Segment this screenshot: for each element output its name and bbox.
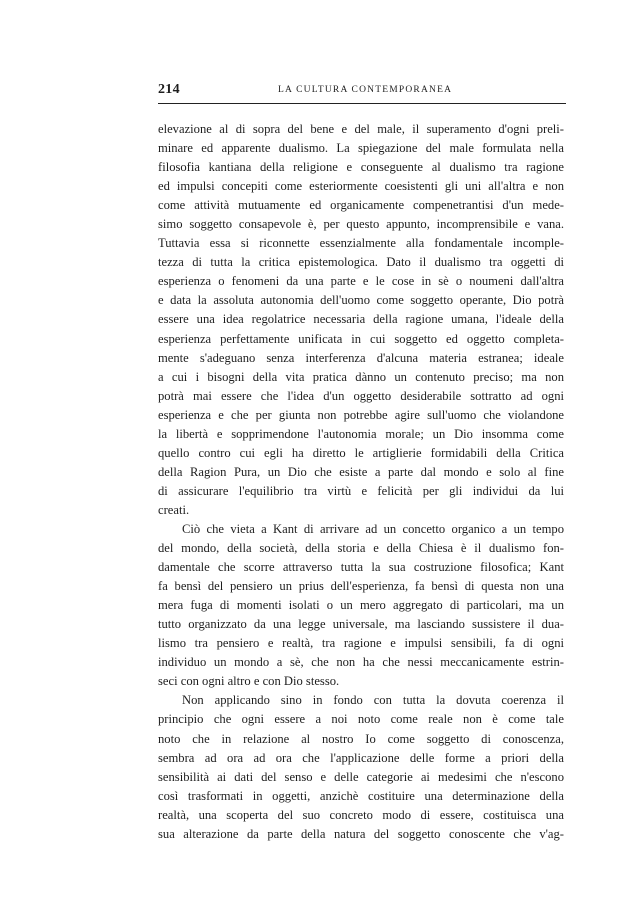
text-line: del mondo, della società, della storia e della Chiesa è il dualismo fon- xyxy=(158,541,564,556)
text-line: di assicurare l'equilibrio tra virtù e felicità per gli individui da lui xyxy=(158,483,564,498)
text-line: ed impulsi concepiti come esteriormente coesistenti gli uni all'altra e non xyxy=(158,179,564,194)
header-rule xyxy=(158,103,566,104)
text-line: della Ragion Pura, un Dio che esiste a parte dal mondo e solo al fine xyxy=(158,464,564,479)
text-line: potrà mai essere che l'idea d'un oggetto desiderabile sottratto ad ogni xyxy=(158,388,564,403)
text-line: esperienza e che per giunta non potrebbe agire sull'uomo che violandone xyxy=(158,407,564,422)
text-line: minare ed apparente dualismo. La spiegazione del male formulata nella xyxy=(158,141,564,156)
text-line: lismo tra pensiero e realtà, tra ragione e impulsi sensibili, fa di ogni xyxy=(158,636,564,651)
text-line: esperienza o fenomeni da una parte e le cose in sè o noumeni dall'altra xyxy=(158,274,564,289)
text-line: noto che in relazione al nostro Io come soggetto di conoscenza, xyxy=(158,731,564,746)
text-line: fa bensì del pensiero un prius dell'esperienza, fa bensì di questa non una xyxy=(158,579,564,594)
text-line: principio che ogni essere a noi noto come reale non è come tale xyxy=(158,712,564,727)
text-line: creati. xyxy=(158,502,190,517)
running-head: LA CULTURA CONTEMPORANEA xyxy=(278,85,453,95)
page-number: 214 xyxy=(158,82,180,97)
text-line: Ciò che vieta a Kant di arrivare ad un concetto organico a un tempo xyxy=(182,521,564,536)
text-line: sensibilità ai dati del senso e delle categorie ai medesimi che n'escono xyxy=(158,769,564,784)
text-line: mera fuga di momenti isolati o un mero aggregato di particolari, ma un xyxy=(158,598,564,613)
text-line: la libertà e sopprimendone l'autonomia morale; un Dio insomma come xyxy=(158,426,564,441)
text-line: seci con ogni altro e con Dio stesso. xyxy=(158,674,340,689)
text-line: tutto organizzato da una legge universale, ma lasciando sussistere il dua- xyxy=(158,617,564,632)
text-line: filosofia kantiana della religione e conseguente al dualismo tra ragione xyxy=(158,160,564,175)
text-line: così trasformati in oggetti, anzichè costituire una determinazione della xyxy=(158,788,564,803)
text-line: essere una idea regolatrice necessaria della ragione umana, l'ideale della xyxy=(158,312,564,327)
text-line: quello contro cui egli ha diretto le artiglierie formidabili della Critica xyxy=(158,445,564,460)
text-line: e data la assoluta autonomia dell'uomo come soggetto operante, Dio potrà xyxy=(158,293,564,308)
text-line: come attività mutuamente ed organicamente compenetrantisi d'un mede- xyxy=(158,198,564,213)
text-line: Tuttavia essa si riconnette essenzialmente alla fondamentale incomple- xyxy=(158,236,564,251)
text-line: simo soggetto consapevole è, per questo appunto, incomprensibile e vana. xyxy=(158,217,564,232)
text-line: damentale che scorre attraverso tutta la sua costruzione filosofica; Kant xyxy=(158,560,564,575)
text-line: individuo un mondo a sè, che non ha che nessi meccanicamente estrin- xyxy=(158,655,564,670)
text-line: sembra ad ora ad ora che l'applicazione delle forme a priori della xyxy=(158,750,564,765)
paragraph-3 xyxy=(158,691,564,843)
paragraph-2 xyxy=(158,520,564,691)
text-line: sua alterazione da parte della natura del soggetto conoscente che v'ag- xyxy=(158,826,564,841)
text-line: elevazione al di sopra del bene e del male, il superamento d'ogni preli- xyxy=(158,122,564,136)
text-line: tezza di tutta la critica epistemologica. Dato il dualismo tra oggetti di xyxy=(158,255,564,270)
text-line: mente s'adeguano senza interferenza d'alcuna materia estranea; ideale xyxy=(158,350,564,365)
text-line: Non applicando sino in fondo con tutta la dovuta coerenza il xyxy=(182,693,564,708)
text-line: a cui i bisogni della vita pratica dànno un contenuto preciso; ma non xyxy=(158,369,564,384)
page-header xyxy=(158,82,566,102)
text-line: esperienza perfettamente unificata in cui soggetto ed oggetto completa- xyxy=(158,331,564,346)
paragraph-1 xyxy=(158,120,564,520)
body-text xyxy=(158,120,564,844)
text-line: realtà, una scoperta del suo concreto modo di essere, costituisca una xyxy=(158,807,564,822)
